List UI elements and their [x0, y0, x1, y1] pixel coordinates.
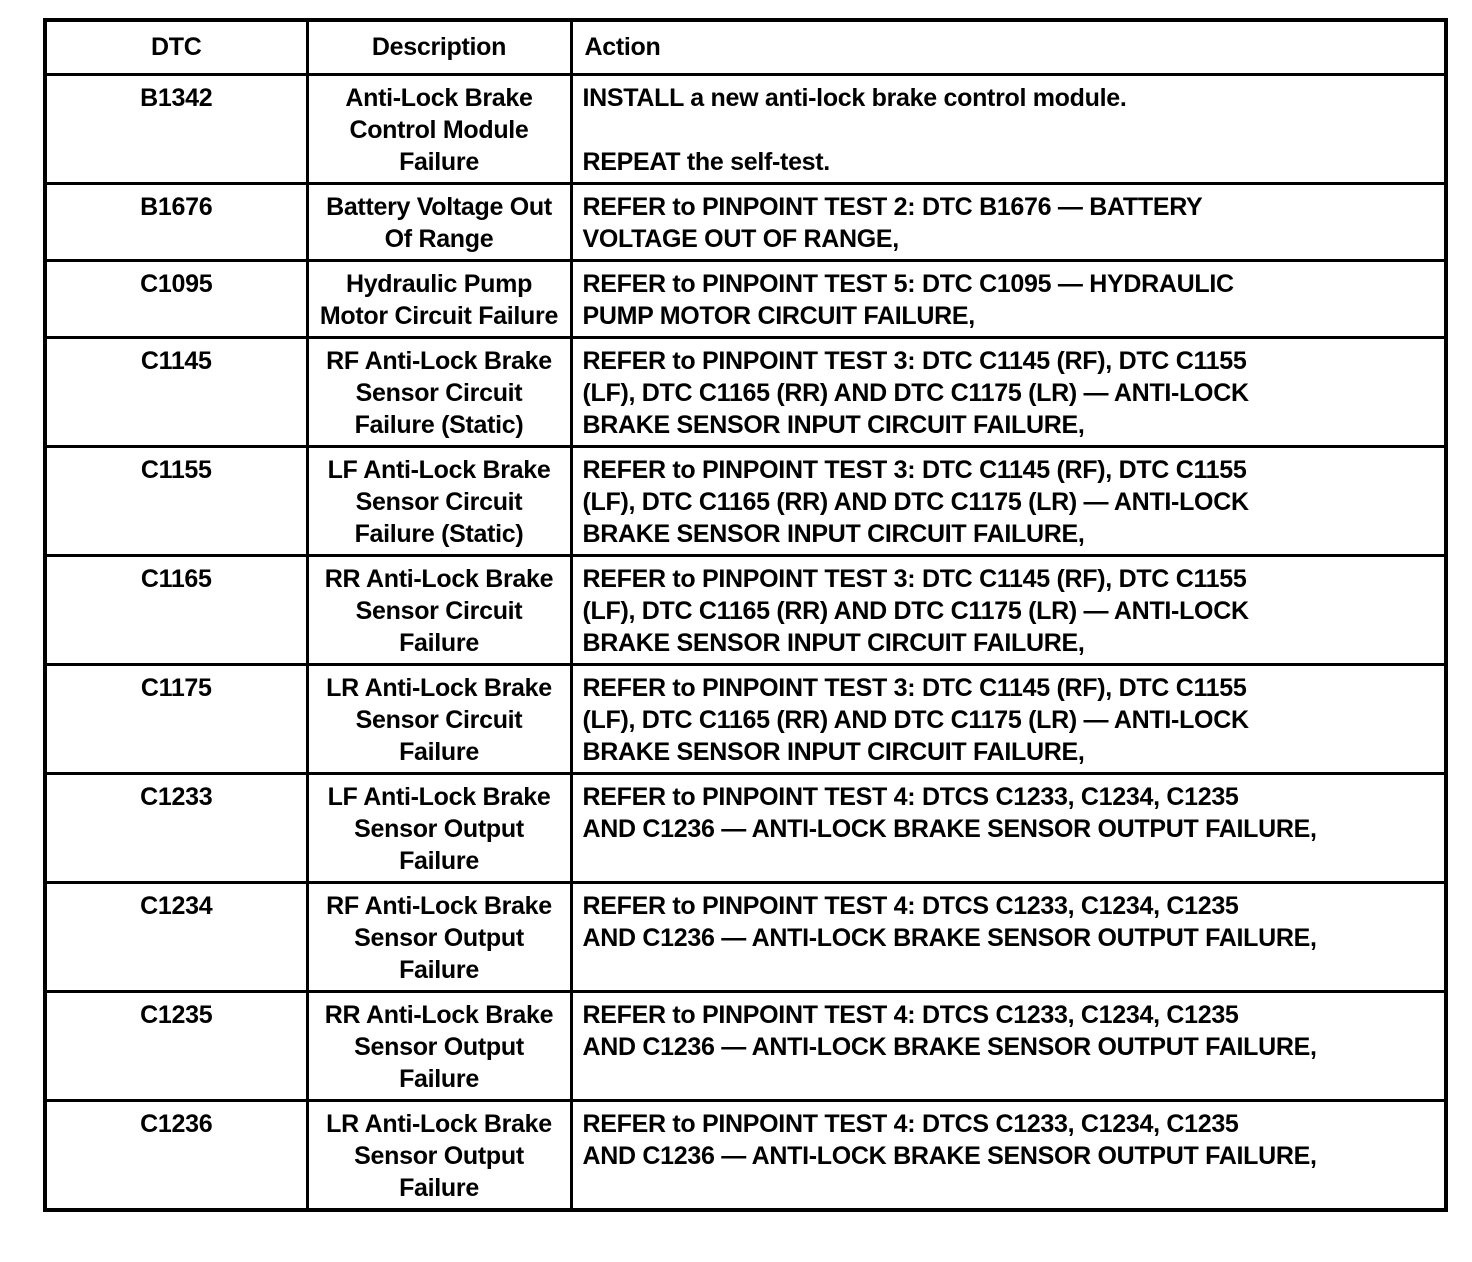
action-cell: INSTALL a new anti-lock brake control module. REPEAT the self-test.: [571, 75, 1446, 184]
action-cell: REFER to PINPOINT TEST 2: DTC B1676 — BATTERY VOLTAGE OUT OF RANGE,: [571, 184, 1446, 261]
action-cell: REFER to PINPOINT TEST 4: DTCS C1233, C1234, C1235 AND C1236 — ANTI-LOCK BRAKE SENSOR OUTPUT FAILURE,: [571, 992, 1446, 1101]
dtc-code-cell: B1342: [45, 75, 307, 184]
table-row: [45, 992, 1446, 1101]
dtc-code-cell: C1234: [45, 883, 307, 992]
dtc-code-cell: C1165: [45, 556, 307, 665]
description-cell: RF Anti-Lock Brake Sensor Output Failure: [307, 883, 571, 992]
dtc-code-cell: C1235: [45, 992, 307, 1101]
header-description: Description: [307, 20, 571, 75]
action-cell: REFER to PINPOINT TEST 3: DTC C1145 (RF), DTC C1155 (LF), DTC C1165 (RR) AND DTC C1175 (LR) — ANTI-LOCK BRAKE SENSOR INPUT CIRCUIT FAILURE,: [571, 665, 1446, 774]
description-cell: LF Anti-Lock Brake Sensor Circuit Failure (Static): [307, 447, 571, 556]
description-cell: LR Anti-Lock Brake Sensor Output Failure: [307, 1101, 571, 1211]
description-cell: RF Anti-Lock Brake Sensor Circuit Failure (Static): [307, 338, 571, 447]
action-cell: REFER to PINPOINT TEST 4: DTCS C1233, C1234, C1235 AND C1236 — ANTI-LOCK BRAKE SENSOR OUTPUT FAILURE,: [571, 883, 1446, 992]
description-cell: RR Anti-Lock Brake Sensor Circuit Failure: [307, 556, 571, 665]
dtc-code-cell: C1233: [45, 774, 307, 883]
action-cell: REFER to PINPOINT TEST 3: DTC C1145 (RF), DTC C1155 (LF), DTC C1165 (RR) AND DTC C1175 (LR) — ANTI-LOCK BRAKE SENSOR INPUT CIRCUIT FAILURE,: [571, 447, 1446, 556]
table-row: [45, 447, 1446, 556]
table-row: [45, 774, 1446, 883]
action-cell: REFER to PINPOINT TEST 4: DTCS C1233, C1234, C1235 AND C1236 — ANTI-LOCK BRAKE SENSOR OUTPUT FAILURE,: [571, 774, 1446, 883]
action-cell: REFER to PINPOINT TEST 5: DTC C1095 — HYDRAULIC PUMP MOTOR CIRCUIT FAILURE,: [571, 261, 1446, 338]
description-cell: RR Anti-Lock Brake Sensor Output Failure: [307, 992, 571, 1101]
table-header: [45, 20, 1446, 75]
header-dtc: DTC: [45, 20, 307, 75]
description-cell: Hydraulic Pump Motor Circuit Failure: [307, 261, 571, 338]
dtc-code-cell: B1676: [45, 184, 307, 261]
dtc-code-cell: C1095: [45, 261, 307, 338]
table-row: [45, 75, 1446, 184]
table-row: [45, 883, 1446, 992]
table-body: [45, 75, 1446, 1211]
dtc-code-cell: C1145: [45, 338, 307, 447]
table-row: [45, 665, 1446, 774]
header-row: [45, 20, 1446, 75]
table-row: [45, 338, 1446, 447]
header-action: Action: [571, 20, 1446, 75]
description-cell: Battery Voltage Out Of Range: [307, 184, 571, 261]
table-row: [45, 184, 1446, 261]
dtc-table: [43, 18, 1448, 1212]
table-row: [45, 261, 1446, 338]
table-row: [45, 556, 1446, 665]
description-cell: LF Anti-Lock Brake Sensor Output Failure: [307, 774, 571, 883]
dtc-code-cell: C1155: [45, 447, 307, 556]
action-cell: REFER to PINPOINT TEST 3: DTC C1145 (RF), DTC C1155 (LF), DTC C1165 (RR) AND DTC C1175 (LR) — ANTI-LOCK BRAKE SENSOR INPUT CIRCUIT FAILURE,: [571, 556, 1446, 665]
table-row: [45, 1101, 1446, 1211]
description-cell: Anti-Lock Brake Control Module Failure: [307, 75, 571, 184]
description-cell: LR Anti-Lock Brake Sensor Circuit Failure: [307, 665, 571, 774]
dtc-code-cell: C1236: [45, 1101, 307, 1211]
action-cell: REFER to PINPOINT TEST 4: DTCS C1233, C1234, C1235 AND C1236 — ANTI-LOCK BRAKE SENSOR OUTPUT FAILURE,: [571, 1101, 1446, 1211]
action-cell: REFER to PINPOINT TEST 3: DTC C1145 (RF), DTC C1155 (LF), DTC C1165 (RR) AND DTC C1175 (LR) — ANTI-LOCK BRAKE SENSOR INPUT CIRCUIT FAILURE,: [571, 338, 1446, 447]
dtc-code-cell: C1175: [45, 665, 307, 774]
